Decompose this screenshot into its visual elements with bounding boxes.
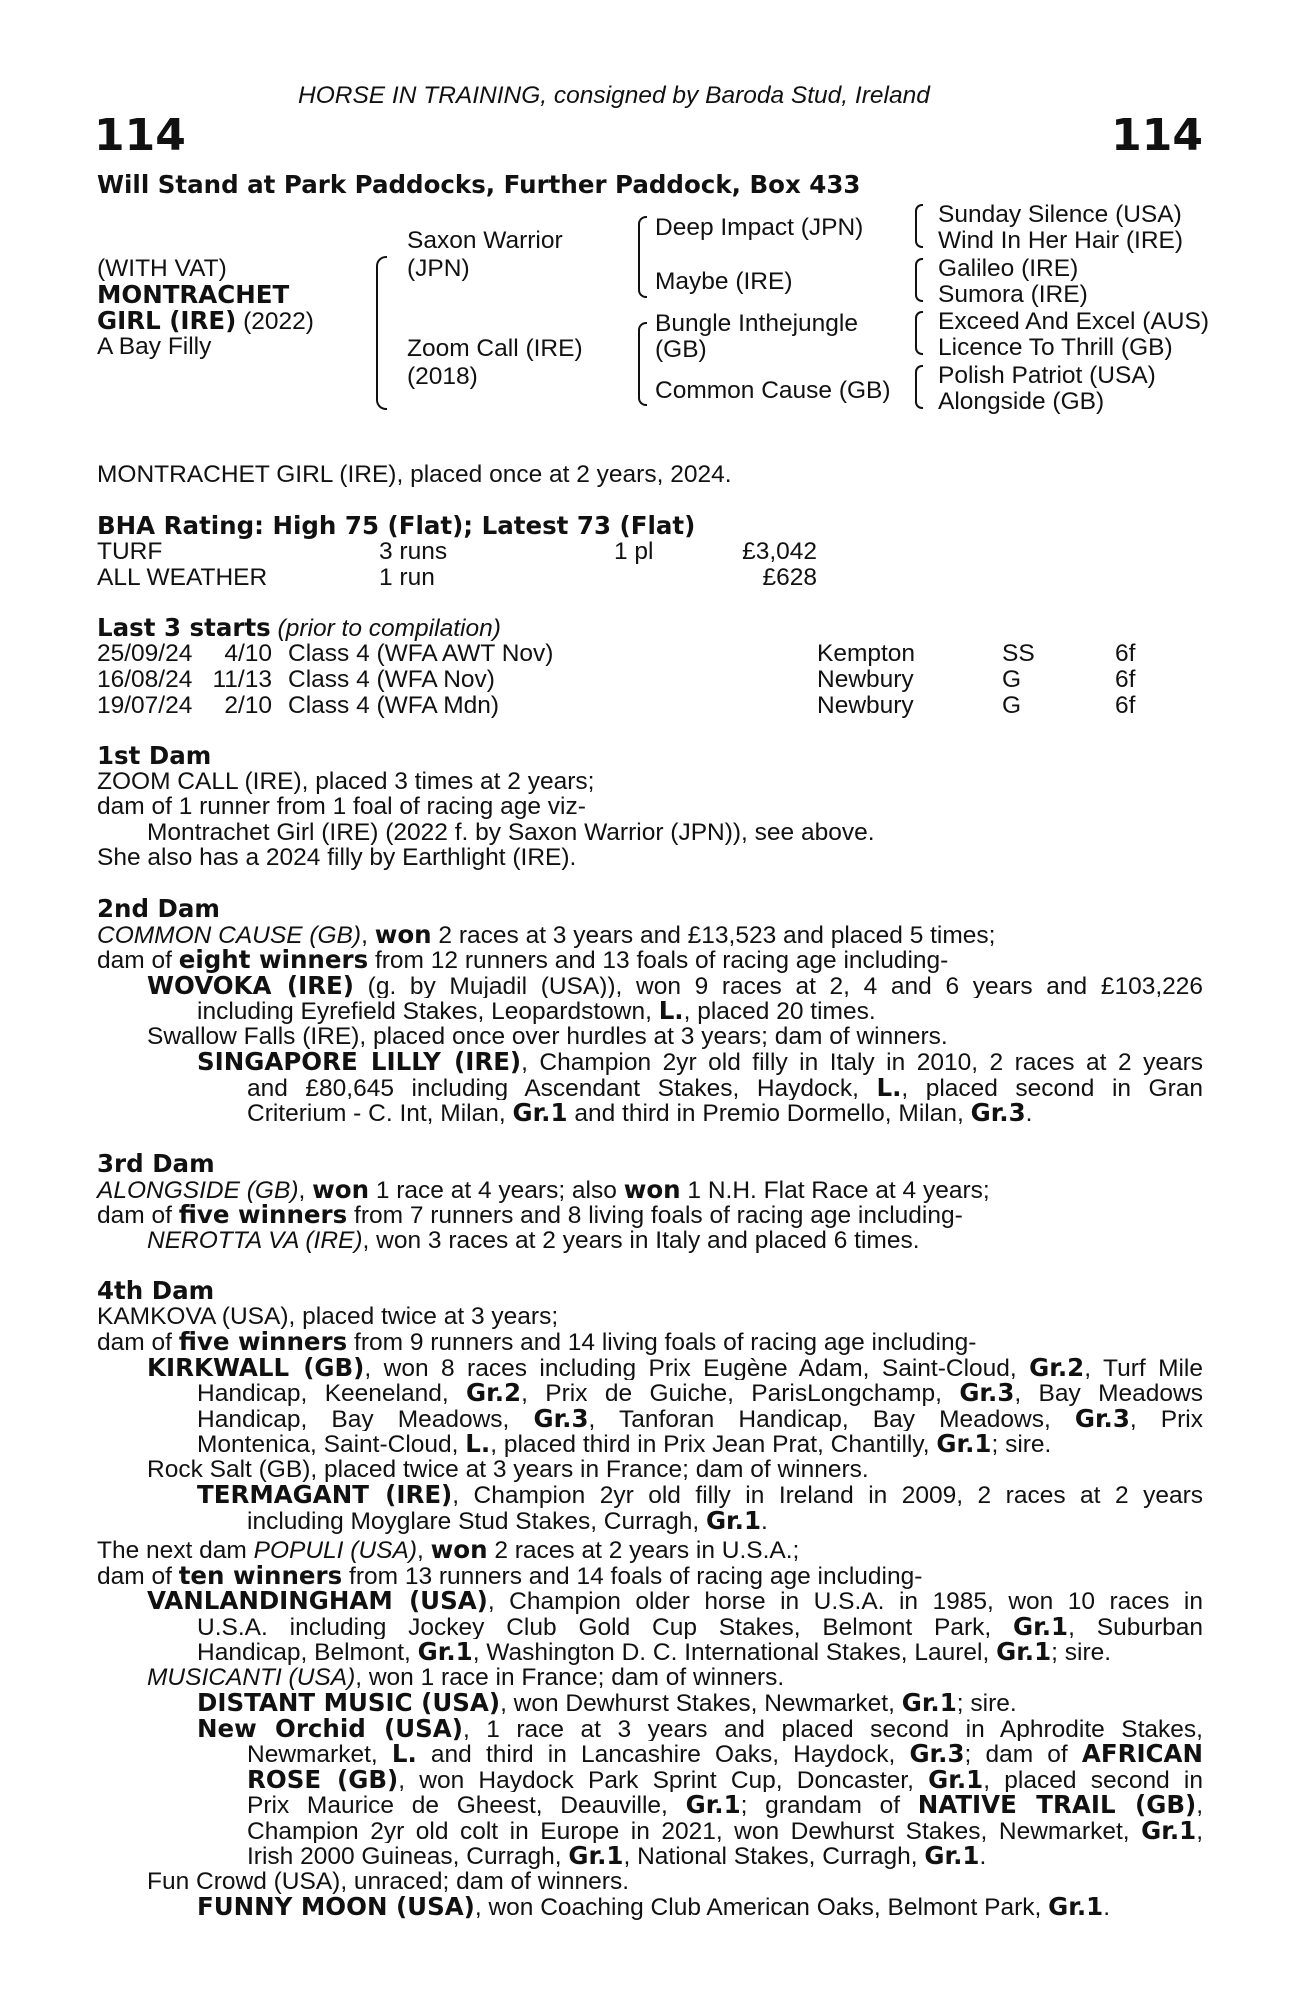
dam-line [97,1560,1203,1590]
dam-name: POPULI (USA) [253,1537,417,1564]
start-date: 25/09/24 [97,640,193,667]
progeny-line: Montrachet Girl (IRE) (2022 f. by Saxon Warrior (JPN)), see above. [147,818,875,846]
start-going: SS [1002,640,1035,667]
brace-gen3-2 [915,258,923,302]
dam-dam: Common Cause (GB) [655,377,891,404]
winners-count: five winners [178,1200,348,1229]
grade: Gr.1 [512,1098,568,1127]
text: . [1025,1100,1033,1127]
gen3-dsd: Licence To Thrill (GB) [938,334,1173,361]
text: dam of [97,1329,179,1356]
grade: Gr.1 [705,1505,761,1535]
text: , placed second in Gran [901,1074,1203,1100]
brace-sire [638,216,647,298]
grade: Gr.1 [417,1637,473,1666]
text: Montenica, Saint-Cloud, [197,1431,466,1458]
grade: Gr.3 [533,1405,589,1431]
grade: L. [658,996,684,1025]
progeny-detail [97,1818,1203,1844]
start-race: Class 4 (WFA Nov) [288,666,495,693]
section-heading: 4th Dam [97,1276,215,1305]
grade: Gr.2 [1029,1354,1085,1380]
text: , Tanforan Handicap, Bay Meadows, [588,1405,1075,1431]
won-word: won [312,1174,370,1204]
text: ; dam of [964,1741,1082,1767]
text: , [298,1176,313,1204]
start-distance: 6f [1115,640,1136,667]
rating-placed: 1 pl [614,538,654,565]
text: . [979,1843,987,1870]
grade: Gr.1 [1141,1817,1197,1843]
dam-name: ALONGSIDE (GB) [97,1176,299,1204]
winners-count: five winners [178,1327,348,1356]
dam-line [97,1202,1203,1228]
progeny-detail [97,1792,1203,1818]
progeny-name: WOVOKA (IRE) [147,972,354,998]
progeny-detail [97,998,1203,1024]
winners-count: ten winners [178,1560,343,1590]
grade: Gr.1 [924,1841,980,1870]
text: , [361,921,375,949]
text: Handicap, Keeneland, [197,1380,467,1406]
text: Criterium - C. Int, Milan, [247,1100,513,1127]
horse-name-bold: GIRL (IRE) [97,306,237,335]
start-going: G [1002,666,1022,693]
gen3-dds: Polish Patriot (USA) [938,362,1156,389]
gen3-dss: Exceed And Excel (AUS) [938,308,1209,335]
progeny-detail [97,1741,1203,1767]
start-course: Newbury [817,692,914,719]
text: , placed 20 times. [683,998,876,1025]
horse-name-line2 [97,308,314,335]
first-dam-section [97,743,1203,871]
dam-line2: (2018) [407,363,478,390]
dam-name: COMMON CAUSE (GB) [97,921,362,949]
text: , [1196,1817,1203,1843]
lot-number-left: 114 [94,110,186,161]
text: , [1196,1792,1203,1818]
brace-sire-dam [376,256,387,410]
dam-line [97,1537,1203,1563]
rating-surface: TURF [97,538,163,565]
progeny-name: New Orchid (USA) [197,1715,463,1741]
grand-progeny-line [97,1482,1203,1508]
brace-gen3-4 [915,365,923,409]
dam-line [97,947,1203,973]
text: from 7 runners and 8 living foals of racing age including- [347,1202,963,1229]
text: ; grandam of [740,1792,918,1818]
dam-line: ZOOM CALL (IRE), placed 3 times at 2 years; [97,767,595,795]
grand-progeny-line [97,1716,1203,1742]
grade: Gr.1 [1013,1613,1069,1639]
grade: Gr.3 [909,1741,965,1767]
dam-line1: Zoom Call (IRE) [407,335,583,362]
text: , won 8 races including Prix Eugène Adam, Saint-Cloud, [364,1354,1030,1380]
grade: Gr.1 [685,1792,741,1818]
last-starts-title: Last 3 starts [97,613,271,642]
text: Prix Maurice de Gheest, Deauville, [247,1792,686,1818]
lot-number-right: 114 [1111,110,1203,161]
start-race: Class 4 (WFA AWT Nov) [288,640,554,667]
rating-surface: ALL WEATHER [97,564,268,591]
dam-line [97,1174,1203,1204]
grade: L. [465,1429,491,1458]
text: and £80,645 including Ascendant Stakes, Haydock, [247,1074,877,1100]
text: (g. by Mujadil (USA)), won 9 races at 2, 4 and 6 years and £103,226 [354,972,1203,998]
progeny-detail [97,1431,1203,1457]
gen3-ssd: Wind In Her Hair (IRE) [938,227,1184,254]
progeny-detail [97,1075,1203,1101]
grade: Gr.3 [959,1380,1015,1406]
progeny-detail [97,1380,1203,1406]
text: from 13 runners and 14 foals of racing age including- [342,1562,923,1590]
progeny-name: MUSICANTI (USA) [147,1663,356,1691]
start-course: Kempton [817,640,916,667]
grade: L. [876,1074,902,1100]
start-going: G [1002,692,1022,719]
winners-count: eight winners [178,945,369,974]
progeny-detail [97,1767,1203,1793]
consignment-line: HORSE IN TRAINING, consigned by Baroda Stud, Ireland [298,82,930,109]
text: and third in Premio Dormello, Milan, [567,1100,971,1127]
foaling-year: (2022) [236,308,314,335]
sire-sire: Deep Impact (JPN) [655,214,864,241]
progeny-detail [97,1614,1203,1640]
text: , won Coaching Club American Oaks, Belmont Park, [474,1894,1049,1921]
progeny-line [97,1588,1203,1614]
text: , Champion 2yr old filly in Italy in 2010, 2 races at 2 years [521,1049,1203,1075]
section-heading: 3rd Dam [97,1149,215,1178]
stabling-line: Will Stand at Park Paddocks, Further Paddock, Box 433 [97,170,861,199]
second-dam-section [97,896,1203,1126]
dam-line: KAMKOVA (USA), placed twice at 3 years; [97,1302,559,1330]
text: Irish 2000 Guineas, Curragh, [247,1843,569,1870]
text: ; sire. [991,1431,1052,1458]
text: dam of [97,1202,179,1229]
start-race: Class 4 (WFA Mdn) [288,692,500,719]
text: , [416,1537,431,1564]
text: , Bay Meadows [1014,1380,1203,1406]
sire-line1: Saxon Warrior [407,227,563,254]
grade: Gr.3 [1074,1405,1130,1431]
text: , won 3 races at 2 years in Italy and placed 6 times. [362,1226,920,1254]
text: , Champion 2yr old filly in Ireland in 2009, 2 races at 2 years [452,1482,1203,1508]
grand-progeny-line [97,1894,1203,1920]
progeny-line [97,1228,1203,1254]
text: 2 races at 2 years in U.S.A.; [487,1537,800,1564]
gen3-sds: Galileo (IRE) [938,255,1079,282]
progeny-line: Fun Crowd (USA), unraced; dam of winners. [147,1867,630,1895]
progeny-name: NATIVE TRAIL (GB) [917,1792,1197,1818]
text: , 1 race at 3 years and placed second in Aphrodite Stakes, [462,1715,1203,1741]
grade: Gr.1 [901,1688,957,1717]
brace-gen3-1 [915,204,923,248]
start-position: 2/10 [224,692,272,719]
progeny-name: KIRKWALL (GB) [147,1354,365,1380]
progeny-name: ROSE (GB) [247,1766,399,1792]
progeny-line [97,1665,1203,1691]
progeny-detail [97,1505,1203,1535]
text: ; sire. [956,1690,1017,1717]
text: Newmarket, [247,1741,392,1767]
text: 1 race at 4 years; also [369,1176,624,1204]
start-position: 11/13 [212,666,272,693]
section-heading: 2nd Dam [97,894,220,923]
text: from 9 runners and 14 living foals of racing age including- [347,1329,977,1356]
text: , placed third in Prix Jean Prat, Chantilly, [490,1431,937,1458]
text: , Suburban [1068,1613,1203,1639]
grand-progeny-line [97,1049,1203,1075]
progeny-detail [97,1639,1203,1665]
section-heading: 1st Dam [97,741,212,770]
won-word: won [430,1535,488,1564]
text: , Champion older horse in U.S.A. in 1985, won 10 races in [487,1588,1203,1614]
brace-gen3-3 [915,311,923,355]
start-date: 19/07/24 [97,692,193,719]
start-distance: 6f [1115,692,1136,719]
start-distance: 6f [1115,666,1136,693]
progeny-line [97,1355,1203,1381]
progeny-name: SINGAPORE LILLY (IRE) [197,1049,522,1075]
vat-note: (WITH VAT) [97,255,227,282]
progeny-name: FUNNY MOON (USA) [197,1892,475,1921]
dam-sire-line1: Bungle Inthejungle [655,310,858,337]
grade: Gr.1 [936,1429,992,1458]
last-starts-heading [97,615,501,642]
progeny-detail [97,1843,1203,1869]
last-starts-note: (prior to compilation) [270,615,501,642]
start-course: Newbury [817,666,914,693]
text: dam of [97,1562,179,1590]
progeny-name: DISTANT MUSIC (USA) [197,1688,501,1717]
rating-earnings: £3,042 [742,538,817,565]
text: Handicap, Bay Meadows, [197,1405,534,1431]
progeny-name: TERMAGANT (IRE) [197,1482,453,1508]
dam-sire-line2: (GB) [655,336,707,363]
sire-dam: Maybe (IRE) [655,268,793,295]
third-dam-section [97,1151,1203,1253]
text: , Washington D. C. International Stakes, Laurel, [472,1639,997,1666]
next-dam-section [97,1537,1203,1920]
text: , placed second in [983,1766,1203,1792]
text: Champion 2yr old colt in Europe in 2021, won Dewhurst Stakes, Newmarket, [247,1817,1142,1843]
grade: Gr.1 [1048,1892,1104,1921]
rating-earnings: £628 [762,564,817,591]
text: including Moyglare Stud Stakes, Curragh, [247,1507,706,1535]
start-position: 4/10 [224,640,272,667]
text: , Prix [1129,1405,1203,1431]
progeny-name: VANLANDINGHAM (USA) [147,1588,488,1614]
text: from 12 runners and 13 foals of racing age including- [368,947,949,974]
sire-line2: (JPN) [407,255,470,282]
grand-progeny-line [97,1690,1203,1716]
dam-line [97,1329,1203,1355]
grade: Gr.2 [466,1380,522,1406]
fourth-dam-section [97,1278,1203,1533]
text: , National Stakes, Curragh, [623,1843,925,1870]
rating-runs: 3 runs [379,538,448,565]
text: , won Dewhurst Stakes, Newmarket, [500,1690,902,1717]
grade: Gr.3 [970,1098,1026,1127]
grade: Gr.1 [928,1766,984,1792]
bha-rating-heading: BHA Rating: High 75 (Flat); Latest 73 (Flat) [97,511,696,540]
text: U.S.A. including Jockey Club Gold Cup Stakes, Belmont Park, [197,1613,1014,1639]
grade: Gr.1 [996,1637,1052,1666]
gen3-sss: Sunday Silence (USA) [938,201,1182,228]
text: . [761,1507,768,1535]
gen3-ddd: Alongside (GB) [938,388,1105,415]
horse-name-line1: MONTRACHET [97,280,290,309]
progeny-line [97,973,1203,999]
won-word: won [374,919,432,949]
dam-line: dam of 1 runner from 1 foal of racing age viz- [97,793,586,820]
progeny-name: NEROTTA VA (IRE) [147,1226,363,1254]
grade: Gr.1 [568,1841,624,1870]
progeny-name: AFRICAN [1081,1741,1203,1767]
text: including Eyrefield Stakes, Leopardstown, [197,998,659,1025]
gen3-sdd: Sumora (IRE) [938,281,1088,308]
won-word: won [623,1174,681,1204]
progeny-detail [97,1406,1203,1432]
text: , won Haydock Park Sprint Cup, Doncaster, [398,1766,929,1792]
progeny-line: Swallow Falls (IRE), placed once over hurdles at 3 years; dam of winners. [147,1022,948,1050]
text: , won 1 race in France; dam of winners. [355,1663,785,1691]
brace-dam [638,322,647,406]
text: dam of [97,947,179,974]
progeny-line: Rock Salt (GB), placed twice at 3 years in France; dam of winners. [147,1455,869,1483]
dam-line: She also has a 2024 filly by Earthlight (IRE). [97,844,577,871]
horse-description: A Bay Filly [97,333,212,360]
start-date: 16/08/24 [97,666,193,693]
text: Handicap, Belmont, [197,1639,418,1666]
progeny-detail [97,1100,1203,1126]
dam-line [97,919,1203,949]
text: . [1103,1894,1111,1921]
text: ; sire. [1051,1639,1112,1666]
text: The next dam [97,1537,254,1564]
grade: L. [391,1741,417,1767]
rating-runs: 1 run [379,564,435,591]
text: , Prix de Guiche, ParisLongchamp, [521,1380,960,1406]
text: 1 N.H. Flat Race at 4 years; [680,1176,990,1204]
race-summary: MONTRACHET GIRL (IRE), placed once at 2 years, 2024. [97,461,732,488]
text: 2 races at 3 years and £13,523 and placed 5 times; [431,921,996,949]
text: and third in Lancashire Oaks, Haydock, [416,1741,910,1767]
text: , Turf Mile [1084,1354,1203,1380]
